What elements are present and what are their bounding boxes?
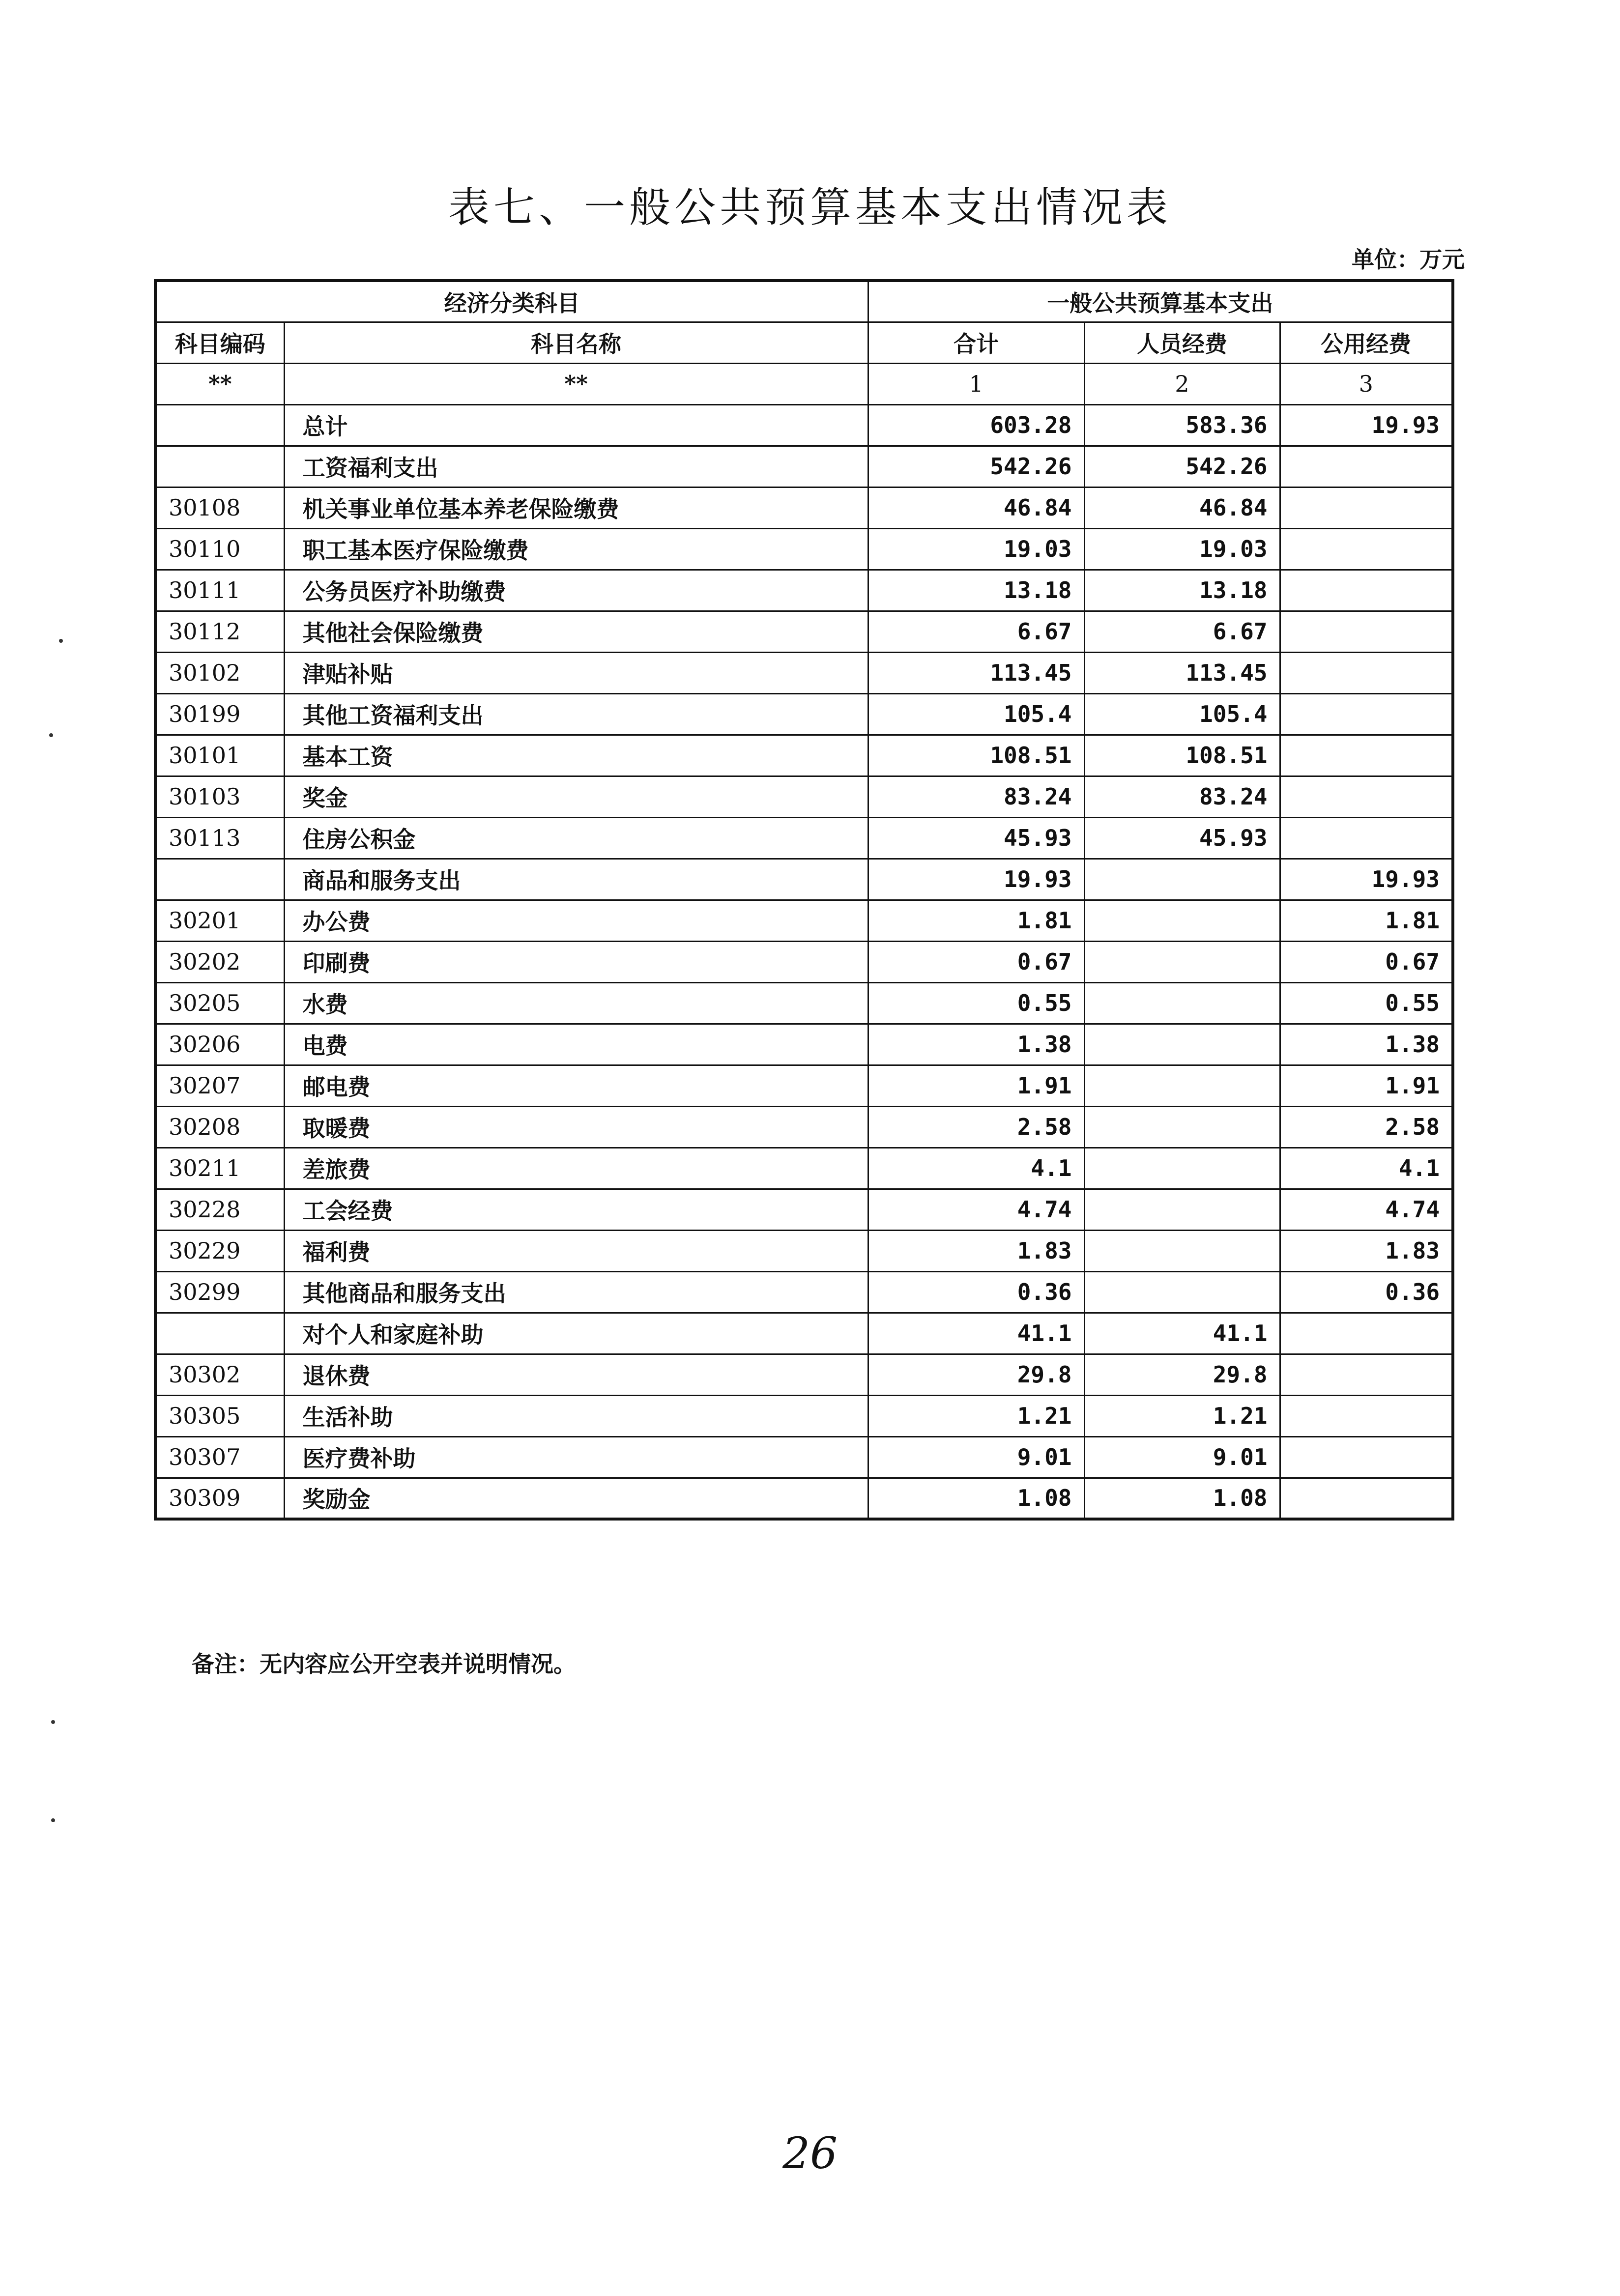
row-code: 30299 xyxy=(155,1271,284,1313)
row-name: 其他社会保险缴费 xyxy=(284,611,868,652)
table-row xyxy=(155,487,1453,528)
row-code: 30229 xyxy=(155,1230,284,1271)
table-row xyxy=(155,1148,1453,1189)
row-name: 邮电费 xyxy=(284,1065,868,1106)
row-personnel xyxy=(1084,1148,1280,1189)
table-row xyxy=(155,1436,1453,1478)
table-row xyxy=(155,693,1453,735)
scan-speck xyxy=(51,1818,55,1822)
row-personnel: 83.24 xyxy=(1084,776,1280,817)
row-personnel: 46.84 xyxy=(1084,487,1280,528)
row-total: 1.21 xyxy=(868,1395,1084,1436)
row-personnel xyxy=(1084,1106,1280,1148)
row-total: 1.08 xyxy=(868,1478,1084,1519)
table-row xyxy=(155,652,1453,693)
row-code: 30113 xyxy=(155,817,284,859)
row-name: 奖金 xyxy=(284,776,868,817)
row-name: 退休费 xyxy=(284,1354,868,1395)
row-public xyxy=(1280,693,1453,735)
row-public: 0.36 xyxy=(1280,1271,1453,1313)
row-code: 30309 xyxy=(155,1478,284,1519)
header-group-right: 一般公共预算基本支出 xyxy=(868,281,1453,322)
row-total: 1.81 xyxy=(868,900,1084,941)
row-code: 30201 xyxy=(155,900,284,941)
table-row xyxy=(155,817,1453,859)
row-code: 30205 xyxy=(155,982,284,1024)
row-total: 2.58 xyxy=(868,1106,1084,1148)
table-row xyxy=(155,570,1453,611)
table-row xyxy=(155,1395,1453,1436)
row-public: 4.74 xyxy=(1280,1189,1453,1230)
row-name: 工资福利支出 xyxy=(284,446,868,487)
index-public: 3 xyxy=(1280,363,1453,404)
row-public xyxy=(1280,611,1453,652)
header-personnel: 人员经费 xyxy=(1084,322,1280,363)
row-total: 9.01 xyxy=(868,1436,1084,1478)
row-public: 1.38 xyxy=(1280,1024,1453,1065)
row-total: 1.83 xyxy=(868,1230,1084,1271)
row-public xyxy=(1280,570,1453,611)
row-name: 福利费 xyxy=(284,1230,868,1271)
row-name: 公务员医疗补助缴费 xyxy=(284,570,868,611)
row-personnel: 542.26 xyxy=(1084,446,1280,487)
row-public xyxy=(1280,1395,1453,1436)
row-public: 1.91 xyxy=(1280,1065,1453,1106)
row-name: 取暖费 xyxy=(284,1106,868,1148)
row-public: 1.81 xyxy=(1280,900,1453,941)
row-total: 108.51 xyxy=(868,735,1084,776)
table-row xyxy=(155,528,1453,570)
row-personnel: 45.93 xyxy=(1084,817,1280,859)
row-code xyxy=(155,859,284,900)
row-public xyxy=(1280,1354,1453,1395)
table-row xyxy=(155,446,1453,487)
row-public: 2.58 xyxy=(1280,1106,1453,1148)
header-public: 公用经费 xyxy=(1280,322,1453,363)
row-name: 津贴补贴 xyxy=(284,652,868,693)
row-code: 30307 xyxy=(155,1436,284,1478)
table-row xyxy=(155,776,1453,817)
unit-label: 单位：万元 xyxy=(1352,246,1465,273)
row-personnel: 41.1 xyxy=(1084,1313,1280,1354)
table-row xyxy=(155,1189,1453,1230)
scan-speck xyxy=(59,639,63,643)
row-code: 30208 xyxy=(155,1106,284,1148)
row-personnel xyxy=(1084,1271,1280,1313)
row-public xyxy=(1280,776,1453,817)
row-code: 30101 xyxy=(155,735,284,776)
header-column-row xyxy=(155,322,1453,363)
header-total: 合计 xyxy=(868,322,1084,363)
row-total: 45.93 xyxy=(868,817,1084,859)
row-name: 水费 xyxy=(284,982,868,1024)
row-name: 办公费 xyxy=(284,900,868,941)
row-code: 30207 xyxy=(155,1065,284,1106)
row-code xyxy=(155,1313,284,1354)
row-personnel xyxy=(1084,859,1280,900)
row-code: 30302 xyxy=(155,1354,284,1395)
row-code xyxy=(155,404,284,446)
row-public: 4.1 xyxy=(1280,1148,1453,1189)
table-row xyxy=(155,1478,1453,1519)
row-code: 30102 xyxy=(155,652,284,693)
row-personnel xyxy=(1084,1065,1280,1106)
row-code: 30199 xyxy=(155,693,284,735)
row-name: 总计 xyxy=(284,404,868,446)
row-total: 603.28 xyxy=(868,404,1084,446)
footnote: 备注：无内容应公开空表并说明情况。 xyxy=(192,1651,576,1677)
header-name: 科目名称 xyxy=(284,322,868,363)
row-personnel: 1.21 xyxy=(1084,1395,1280,1436)
row-personnel xyxy=(1084,1024,1280,1065)
row-name: 差旅费 xyxy=(284,1148,868,1189)
row-code: 30112 xyxy=(155,611,284,652)
row-personnel: 583.36 xyxy=(1084,404,1280,446)
row-public xyxy=(1280,1478,1453,1519)
table-row xyxy=(155,1065,1453,1106)
row-name: 商品和服务支出 xyxy=(284,859,868,900)
row-personnel: 13.18 xyxy=(1084,570,1280,611)
index-name: ** xyxy=(284,363,868,404)
row-total: 4.74 xyxy=(868,1189,1084,1230)
row-total: 13.18 xyxy=(868,570,1084,611)
budget-table xyxy=(154,279,1454,1521)
row-public: 19.93 xyxy=(1280,859,1453,900)
row-code: 30108 xyxy=(155,487,284,528)
row-name: 奖励金 xyxy=(284,1478,868,1519)
row-personnel: 1.08 xyxy=(1084,1478,1280,1519)
row-total: 83.24 xyxy=(868,776,1084,817)
header-index-row xyxy=(155,363,1453,404)
table-row xyxy=(155,735,1453,776)
scan-speck xyxy=(49,733,53,737)
row-public: 19.93 xyxy=(1280,404,1453,446)
row-name: 住房公积金 xyxy=(284,817,868,859)
row-code xyxy=(155,446,284,487)
row-total: 19.93 xyxy=(868,859,1084,900)
row-code: 30202 xyxy=(155,941,284,982)
table-row xyxy=(155,1024,1453,1065)
page-title: 表七、一般公共预算基本支出情况表 xyxy=(448,183,1172,231)
table-row xyxy=(155,1106,1453,1148)
scan-speck xyxy=(51,1720,55,1724)
table-row xyxy=(155,611,1453,652)
row-name: 其他工资福利支出 xyxy=(284,693,868,735)
row-name: 生活补助 xyxy=(284,1395,868,1436)
row-personnel: 6.67 xyxy=(1084,611,1280,652)
row-personnel: 19.03 xyxy=(1084,528,1280,570)
row-public: 0.55 xyxy=(1280,982,1453,1024)
row-public xyxy=(1280,652,1453,693)
header-group-row xyxy=(155,281,1453,322)
row-public xyxy=(1280,528,1453,570)
row-personnel: 108.51 xyxy=(1084,735,1280,776)
table-body xyxy=(155,281,1453,1519)
table-row xyxy=(155,1313,1453,1354)
row-total: 0.67 xyxy=(868,941,1084,982)
table-row xyxy=(155,404,1453,446)
header-code: 科目编码 xyxy=(155,322,284,363)
row-total: 46.84 xyxy=(868,487,1084,528)
row-total: 4.1 xyxy=(868,1148,1084,1189)
row-personnel: 105.4 xyxy=(1084,693,1280,735)
index-personnel: 2 xyxy=(1084,363,1280,404)
row-name: 电费 xyxy=(284,1024,868,1065)
row-total: 105.4 xyxy=(868,693,1084,735)
table-row xyxy=(155,859,1453,900)
row-personnel: 9.01 xyxy=(1084,1436,1280,1478)
row-code: 30103 xyxy=(155,776,284,817)
row-total: 6.67 xyxy=(868,611,1084,652)
row-public xyxy=(1280,1313,1453,1354)
row-total: 29.8 xyxy=(868,1354,1084,1395)
row-public: 0.67 xyxy=(1280,941,1453,982)
row-total: 41.1 xyxy=(868,1313,1084,1354)
index-code: ** xyxy=(155,363,284,404)
row-total: 1.38 xyxy=(868,1024,1084,1065)
row-personnel xyxy=(1084,941,1280,982)
row-personnel: 113.45 xyxy=(1084,652,1280,693)
row-code: 30211 xyxy=(155,1148,284,1189)
row-code: 30111 xyxy=(155,570,284,611)
row-name: 工会经费 xyxy=(284,1189,868,1230)
row-total: 0.36 xyxy=(868,1271,1084,1313)
header-group-left: 经济分类科目 xyxy=(155,281,868,322)
row-personnel xyxy=(1084,982,1280,1024)
index-total: 1 xyxy=(868,363,1084,404)
row-code: 30228 xyxy=(155,1189,284,1230)
row-name: 其他商品和服务支出 xyxy=(284,1271,868,1313)
row-total: 19.03 xyxy=(868,528,1084,570)
table-row xyxy=(155,1271,1453,1313)
row-code: 30305 xyxy=(155,1395,284,1436)
row-public xyxy=(1280,1436,1453,1478)
row-name: 印刷费 xyxy=(284,941,868,982)
row-name: 职工基本医疗保险缴费 xyxy=(284,528,868,570)
row-personnel xyxy=(1084,900,1280,941)
row-total: 0.55 xyxy=(868,982,1084,1024)
row-public xyxy=(1280,735,1453,776)
row-personnel xyxy=(1084,1189,1280,1230)
row-public xyxy=(1280,446,1453,487)
row-personnel xyxy=(1084,1230,1280,1271)
page-number: 26 xyxy=(782,2128,838,2179)
row-total: 542.26 xyxy=(868,446,1084,487)
row-public xyxy=(1280,487,1453,528)
table-row xyxy=(155,900,1453,941)
row-public xyxy=(1280,817,1453,859)
row-personnel: 29.8 xyxy=(1084,1354,1280,1395)
row-total: 113.45 xyxy=(868,652,1084,693)
table-row xyxy=(155,941,1453,982)
row-public: 1.83 xyxy=(1280,1230,1453,1271)
table-row xyxy=(155,1354,1453,1395)
table-row xyxy=(155,1230,1453,1271)
row-name: 医疗费补助 xyxy=(284,1436,868,1478)
row-total: 1.91 xyxy=(868,1065,1084,1106)
row-name: 基本工资 xyxy=(284,735,868,776)
row-code: 30206 xyxy=(155,1024,284,1065)
row-name: 机关事业单位基本养老保险缴费 xyxy=(284,487,868,528)
table-row xyxy=(155,982,1453,1024)
row-name: 对个人和家庭补助 xyxy=(284,1313,868,1354)
row-code: 30110 xyxy=(155,528,284,570)
